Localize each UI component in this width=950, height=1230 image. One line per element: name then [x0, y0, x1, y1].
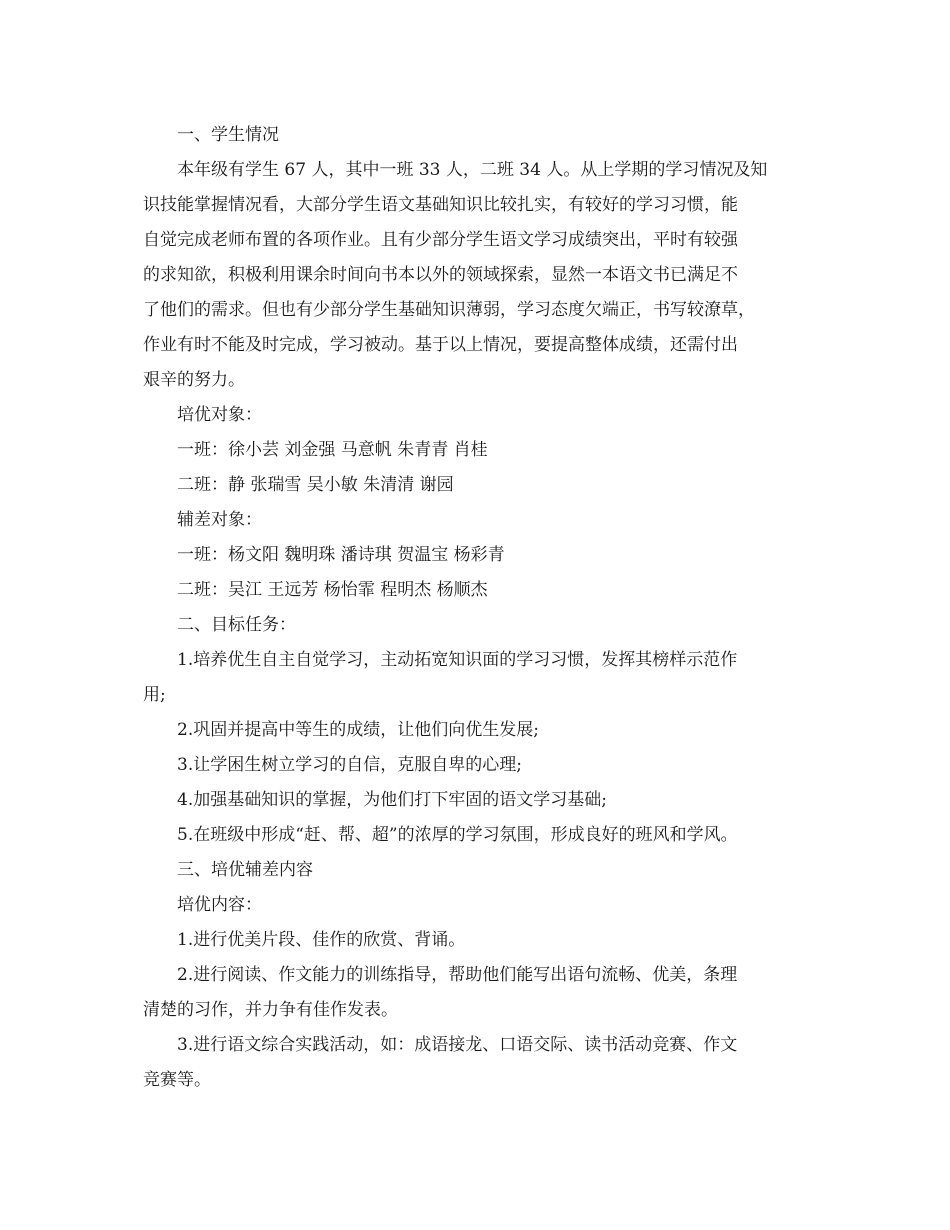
- content-item: 2.进行阅读、作文能力的训练指导，帮助他们能写出语句流畅、优美，条理: [177, 965, 738, 985]
- content-label: 培优内容：: [177, 895, 262, 915]
- weak-students-class2: 二班：吴江 王远芳 杨怡霏 程明杰 杨顺杰: [177, 580, 488, 600]
- goal-item-continuation: 用;: [143, 685, 166, 705]
- paragraph-line: 作业有时不能及时完成，学习被动。基于以上情况，要提高整体成绩，还需付出: [143, 335, 738, 355]
- top-students-class2: 二班：静 张瑞雪 吴小敏 朱清清 谢园: [177, 475, 454, 495]
- section-heading-student-situation: 一、学生情况: [177, 125, 279, 145]
- paragraph-line: 艰辛的努力。: [143, 370, 245, 390]
- section-heading-goals: 二、目标任务：: [177, 615, 296, 635]
- paragraph-line: 了他们的需求。但也有少部分学生基础知识薄弱，学习态度欠端正，书写较潦草，: [143, 300, 755, 320]
- top-students-class1: 一班：徐小芸 刘金强 马意帆 朱青青 肖桂: [177, 440, 488, 460]
- weak-students-label: 辅差对象：: [177, 510, 262, 530]
- content-item-continuation: 清楚的习作，并力争有佳作发表。: [143, 1000, 398, 1020]
- top-students-label: 培优对象：: [177, 405, 262, 425]
- student-situation-paragraph: [143, 153, 807, 398]
- content-item-continuation: 竞赛等。: [143, 1070, 211, 1090]
- content-item: 3.进行语文综合实践活动，如：成语接龙、口语交际、读书活动竞赛、作文: [177, 1035, 738, 1055]
- paragraph-line: 识技能掌握情况看，大部分学生语文基础知识比较扎实，有较好的学习习惯，能: [143, 195, 738, 215]
- goal-item: 1.培养优生自主自觉学习，主动拓宽知识面的学习习惯，发挥其榜样示范作: [177, 650, 738, 670]
- goal-item: 3.让学困生树立学习的自信，克服自卑的心理;: [177, 755, 522, 775]
- paragraph-line: 的求知欲，积极利用课余时间向书本以外的领域探索，显然一本语文书已满足不: [143, 265, 738, 285]
- goal-item: 2.巩固并提高中等生的成绩，让他们向优生发展;: [177, 720, 539, 740]
- goal-item: 5.在班级中形成“赶、帮、超”的浓厚的学习氛围，形成良好的班风和学风。: [177, 825, 738, 845]
- goal-item: 4.加强基础知识的掌握，为他们打下牢固的语文学习基础;: [177, 790, 607, 810]
- content-item: 1.进行优美片段、佳作的欣赏、背诵。: [177, 930, 466, 950]
- weak-students-class1: 一班：杨文阳 魏明珠 潘诗琪 贺温宝 杨彩青: [177, 545, 505, 565]
- section-heading-content: 三、培优辅差内容: [177, 860, 313, 880]
- document-body: [143, 118, 807, 1098]
- paragraph-line: 自觉完成老师布置的各项作业。且有少部分学生语文学习成绩突出，平时有较强: [143, 230, 738, 250]
- paragraph-line: 本年级有学生 67 人，其中一班 33 人，二班 34 人。从上学期的学习情况及知: [177, 160, 768, 180]
